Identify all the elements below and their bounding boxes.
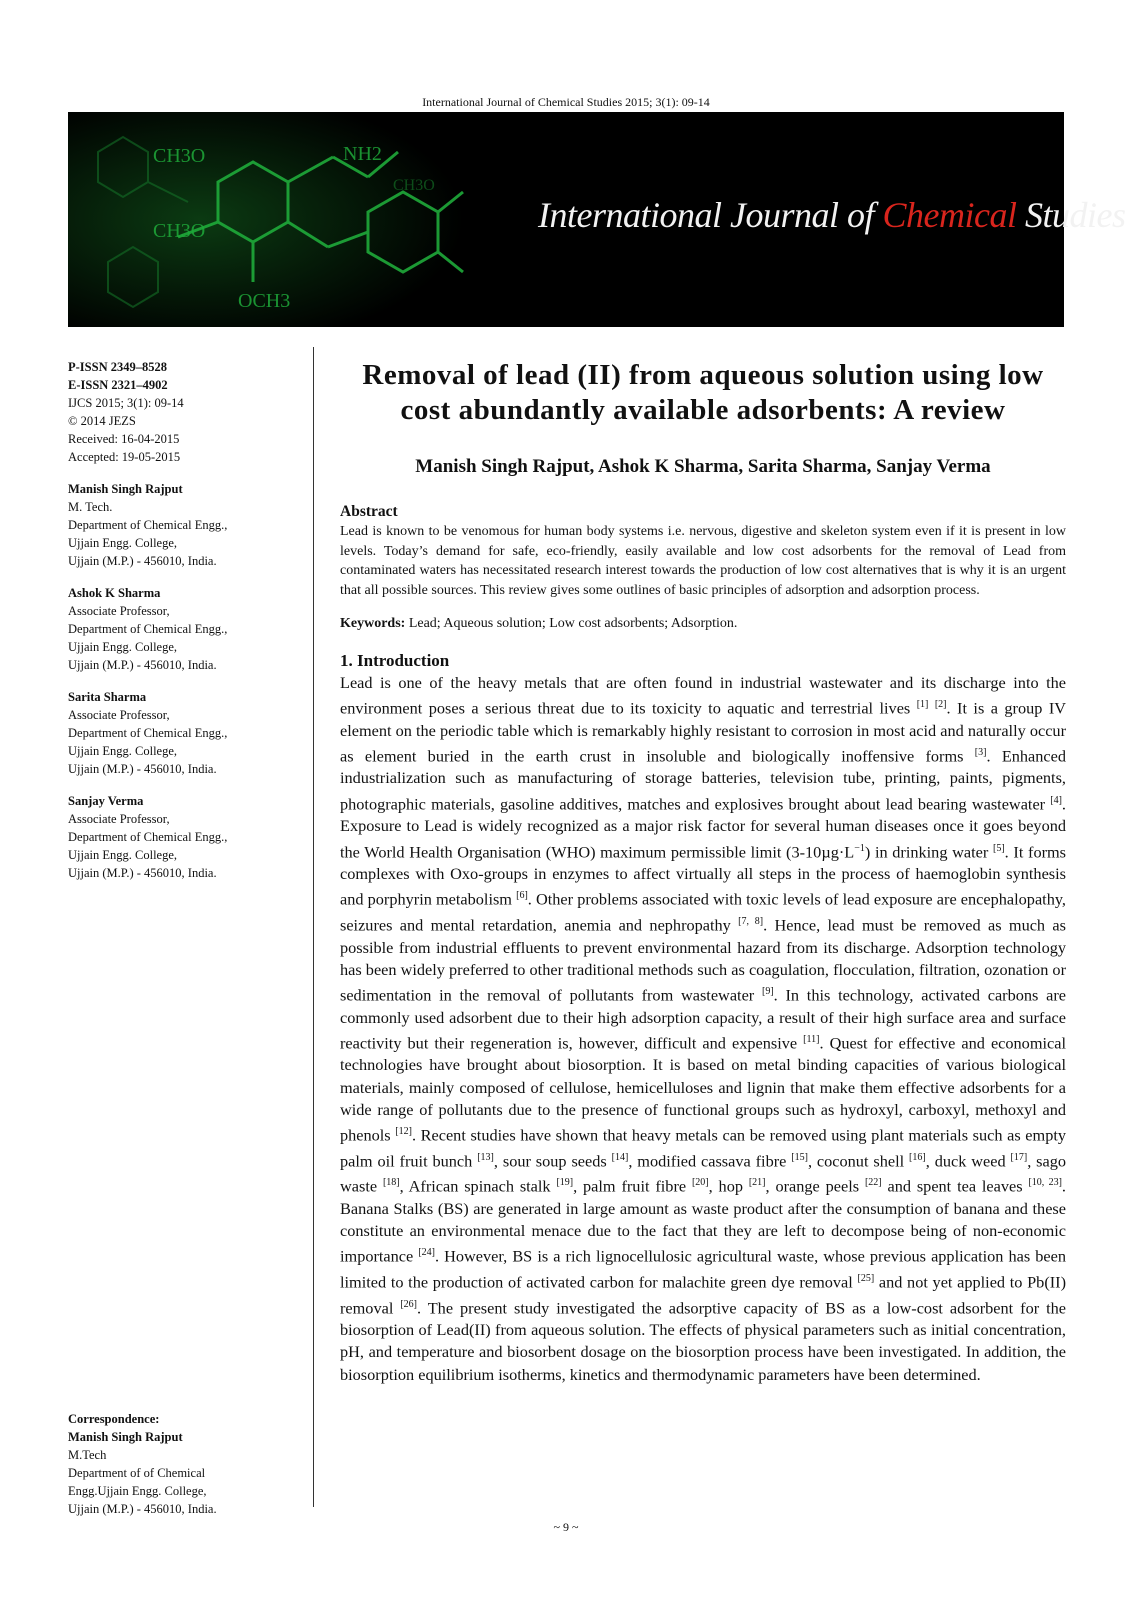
intro-text-segment: , palm fruit fibre <box>573 1176 692 1196</box>
keywords <box>340 614 1066 633</box>
citation-superscript: [13] <box>477 1151 494 1163</box>
keywords-label: Keywords: <box>340 615 406 631</box>
citation-superscript: [12] <box>395 1126 412 1138</box>
column-divider <box>313 347 314 1507</box>
intro-text-segment: . Enhanced industrialization such as manufacturing of storage batteries, television tube, printing, paints, pigments, photographic materials, gasoline additives, matches and explosives brought about lead bearing wastewater <box>340 746 1067 814</box>
affiliation-line: Ujjain (M.P.) - 456010, India. <box>68 762 217 776</box>
intro-text-segment: ) in drinking water <box>864 841 993 861</box>
abstract-heading: Abstract <box>340 503 398 520</box>
intro-text-segment: . Recent studies have shown that heavy metals can be removed using plant materials such as empty palm oil fruit bunch <box>340 1125 1066 1171</box>
chem-label: CH3O <box>393 177 435 194</box>
intro-text-segment: . It forms complexes with Oxo-groups in enzymes to affect virtually all steps in the process of haemoglobin synthesis and porphyrin metabolism <box>340 841 1067 909</box>
article-main <box>340 358 1066 1386</box>
intro-text-segment: , sour soup seeds <box>493 1151 612 1171</box>
affiliation-author-name: Sanjay Verma <box>68 794 144 808</box>
journal-citation-header: International Journal of Chemical Studies 2015; 3(1): 09-14 <box>422 95 710 109</box>
journal-banner <box>68 112 1126 327</box>
intro-text-segment: and not yet applied to Pb(II) removal <box>340 1272 1067 1317</box>
intro-text-segment: Lead is one of the heavy metals that are often found in industrial wastewater and its discharge into the environment poses a serious threat due to its toxicity to aquatic and terrestrial lives <box>340 672 1066 718</box>
introduction-heading: 1. Introduction <box>340 650 450 670</box>
intro-text-segment: . Banana Stalks (BS) are generated in large amount as waste product after the consumption of banana and these constitute an environmental menace due to the fact that they are left to decompose being of non-economic importance <box>340 1176 1066 1266</box>
article-title: Removal of lead (II) from aqueous solution using low cost abundantly available adsorbents: A review <box>362 359 1044 426</box>
citation-superscript: [5] <box>992 842 1005 854</box>
intro-text-segment: , modified cassava fibre <box>628 1151 792 1171</box>
chem-label: CH3O <box>153 220 206 242</box>
affiliation-line: Ujjain (M.P.) - 456010, India. <box>68 554 217 568</box>
publication-info <box>68 358 298 466</box>
citation-superscript: [4] <box>1050 794 1062 806</box>
citation-superscript: [20] <box>691 1177 709 1189</box>
page-number: ~ 9 ~ <box>553 1520 579 1534</box>
citation-superscript: [24] <box>418 1247 435 1259</box>
affiliation-line: Department of Chemical Engg., <box>68 518 228 532</box>
correspondence-line: M.Tech <box>68 1448 107 1462</box>
journal-banner-title <box>538 194 1125 236</box>
affiliation-author-name: Sarita Sharma <box>68 690 147 704</box>
affiliation-line: Department of Chemical Engg., <box>68 726 228 740</box>
citation-superscript: [22] <box>864 1177 882 1189</box>
article-authors: Manish Singh Rajput, Ashok K Sharma, Sarita Sharma, Sanjay Verma <box>415 456 991 477</box>
citation-superscript: [11] <box>803 1033 820 1045</box>
banner-title-highlight: Chemical <box>882 195 1017 235</box>
affiliation-line: Associate Professor, <box>68 604 170 618</box>
citation-superscript: [10, 23] <box>1028 1177 1062 1189</box>
intro-text-segment: , hop <box>708 1176 749 1196</box>
affiliation-line: Ujjain (M.P.) - 456010, India. <box>68 658 217 672</box>
citation-superscript: [26] <box>400 1298 417 1310</box>
intro-text-segment: , coconut shell <box>807 1151 910 1171</box>
citation-superscript: [15] <box>791 1151 808 1163</box>
intro-text-segment: , orange peels <box>765 1176 865 1196</box>
e-issn: E-ISSN 2321–4902 <box>68 378 168 392</box>
chem-label: NH2 <box>343 143 382 165</box>
citation-superscript: [9] <box>761 985 774 997</box>
citation-superscript: [3] <box>974 746 987 758</box>
abstract-text: Lead is known to be venomous for human body systems i.e. nervous, digestive and skeleton system even if it is present in low levels. Today’s demand for safe, eco-friendly, easily available and low cost adsorbents for the removal of Lead from contaminated waters has necessitated research interest towards the production of low cost alternatives that is why it is an urgent that all possible sources. This review gives some outlines of basic principles of adsorption and adsorption process. <box>340 524 1066 599</box>
citation-superscript: [16] <box>909 1151 926 1163</box>
affiliation-line: Ujjain Engg. College, <box>68 744 178 758</box>
intro-text-segment: . The present study investigated the adsorptive capacity of BS as a low-cost adsorbent for the biosorption of Lead(II) from aqueous solution. The effects of physical parameters such as initial concentration, pH, and temperature and biosorbent dosage on the biosorption process have been investigated. In addition, the biosorption equilibrium isotherms, kinetics and thermodynamic parameters have been determined. <box>340 1298 1066 1384</box>
correspondence-block <box>68 1410 308 1518</box>
affiliation-line: Associate Professor, <box>68 812 170 826</box>
author-affiliation <box>68 584 298 674</box>
accepted-date: Accepted: 19-05-2015 <box>68 450 181 464</box>
intro-text-segment: . In this technology, activated carbons are commonly used adsorbent due to their high adsorption capacity, a result of their high surface area and surface reactivity but their regeneration is, however, difficult and expensive <box>340 985 1066 1053</box>
affiliation-line: Ujjain Engg. College, <box>68 640 178 654</box>
intro-text-segment: . However, BS is a rich lignocellulosic agricultural waste, whose previous application has been limited to the production of activated carbon for malachite green dye removal <box>340 1246 1066 1292</box>
citation-superscript: [7, 8] <box>738 915 764 927</box>
citation-superscript: [17] <box>1010 1151 1028 1163</box>
intro-text-segment: and spent tea leaves <box>881 1176 1029 1196</box>
citation-superscript: [25] <box>857 1272 875 1284</box>
p-issn: P-ISSN 2349–8528 <box>68 360 167 374</box>
intro-text-segment: . It is a group IV element on the periodic table which is remarkably highly resistant to corrosion in most acid and naturally occur as element buried in the earth crust in insoluble and biologically inoffensive forms <box>340 698 1067 766</box>
affiliation-author-name: Ashok K Sharma <box>68 586 161 600</box>
banner-title-part: International Journal of <box>538 195 883 235</box>
author-affiliation <box>68 688 298 778</box>
affiliation-line: M. Tech. <box>68 500 113 514</box>
banner-title-part: Studies <box>1016 195 1126 235</box>
intro-text-segment: . Quest for effective and economical technologies have brought about biosorption. It is based on metal binding capacities of various biological materials, mainly composed of cellulose, hemicelluloses and lignin that make them effective adsorbents for a wide range of pollutants due to the presence of functional groups such as hydroxyl, carboxyl, methoxyl and phenols <box>340 1033 1066 1145</box>
intro-text-segment: . Other problems associated with toxic levels of lead exposure are encephalopathy, seizures and mental retardation, anemia and nephropathy <box>340 889 1066 935</box>
correspondence-line: Ujjain (M.P.) - 456010, India. <box>68 1502 217 1516</box>
intro-text-segment: , sago waste <box>340 1151 1067 1196</box>
citation-superscript: [18] <box>382 1177 400 1189</box>
correspondence-name: Manish Singh Rajput <box>68 1430 183 1444</box>
intro-text-segment: . Exposure to Lead is widely recognized as a major risk factor for several human diseases once it goes beyond the World Health Organisation (WHO) maximum permissible limit (3-10µg·L <box>340 794 1066 861</box>
citation-superscript: [2] <box>934 699 947 711</box>
intro-text-segment: . Hence, lead must be removed as much as possible from industrial effluents to prevent environmental hazard from its discharge. Adsorption technology has been widely preferred to other traditional methods such as coagulation, flocculation, filtration, ozonation or sedimentation in the removal of pollutants from wastewater <box>340 915 1066 1005</box>
citation-superscript: −1 <box>854 842 865 854</box>
ijcs-volume: IJCS 2015; 3(1): 09-14 <box>68 396 184 410</box>
affiliation-line: Ujjain Engg. College, <box>68 536 178 550</box>
citation-superscript: [14] <box>611 1151 629 1163</box>
correspondence-line: Engg.Ujjain Engg. College, <box>68 1484 207 1498</box>
sidebar-metadata <box>68 358 298 896</box>
affiliation-line: Department of Chemical Engg., <box>68 622 228 636</box>
received-date: Received: 16-04-2015 <box>68 432 180 446</box>
correspondence-line: Department of of Chemical <box>68 1466 206 1480</box>
chem-label: OCH3 <box>238 290 291 312</box>
author-affiliation <box>68 792 298 882</box>
affiliation-line: Ujjain (M.P.) - 456010, India. <box>68 866 217 880</box>
chem-label: CH3O <box>153 145 206 167</box>
affiliation-line: Department of Chemical Engg., <box>68 830 228 844</box>
keywords-text: Lead; Aqueous solution; Low cost adsorbents; Adsorption. <box>405 615 738 631</box>
intro-text-segment: , African spinach stalk <box>399 1176 557 1196</box>
affiliation-author-name: Manish Singh Rajput <box>68 482 183 496</box>
copyright: © 2014 JEZS <box>68 414 136 428</box>
author-affiliation <box>68 480 298 570</box>
citation-superscript: [6] <box>516 890 528 902</box>
citation-superscript: [1] <box>916 699 929 711</box>
affiliation-line: Associate Professor, <box>68 708 170 722</box>
affiliation-line: Ujjain Engg. College, <box>68 848 178 862</box>
citation-superscript: [19] <box>556 1177 574 1189</box>
citation-superscript: [21] <box>748 1177 766 1189</box>
correspondence-label: Correspondence: <box>68 1412 160 1426</box>
intro-text-segment: , duck weed <box>925 1151 1011 1171</box>
introduction-body <box>340 672 1066 1386</box>
